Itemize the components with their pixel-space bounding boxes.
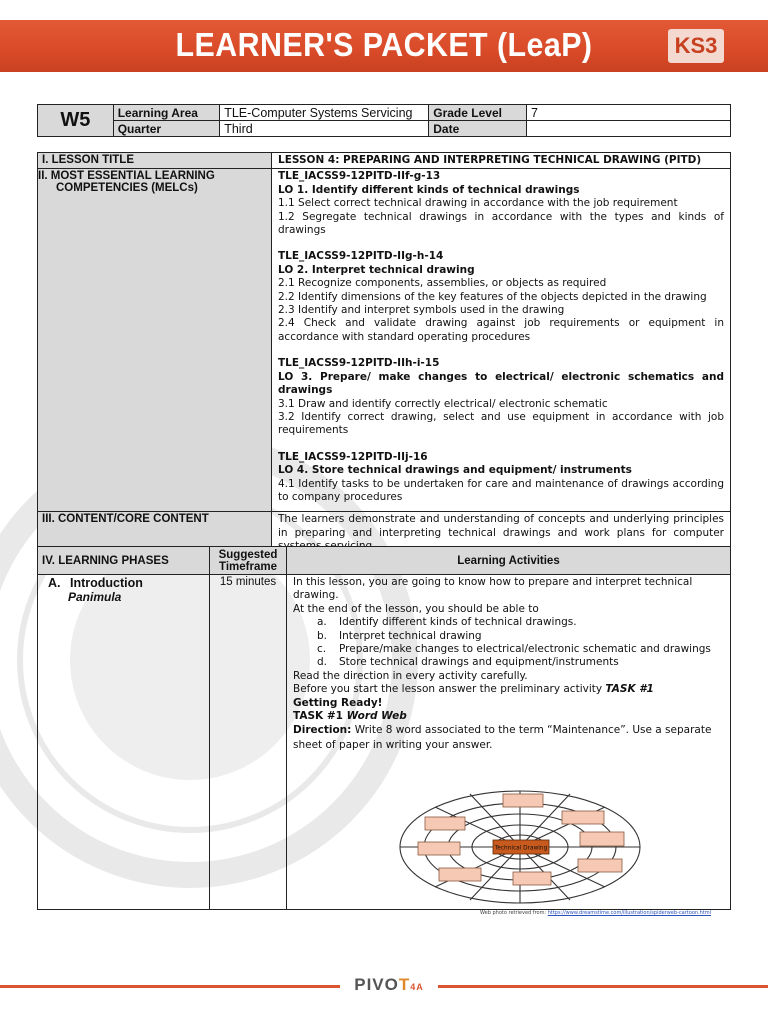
- lesson-title-value: LESSON 4: PREPARING AND INTERPRETING TECHNICAL DRAWING (PITD): [278, 154, 702, 166]
- answer-box: [578, 859, 622, 872]
- activities-column-header: Learning Activities: [457, 554, 560, 567]
- phase-title: Introduction: [70, 576, 143, 590]
- melc-lo: LO 1. Identify different kinds of technical drawings: [278, 183, 580, 196]
- image-credit: Web photo retrieved from: https://www.dreamstime.com/illustration/spiderweb-cartoon.html: [480, 910, 712, 916]
- melc-item: 4.1 Identify tasks to be undertaken for care and maintenance of drawings according to company procedures: [278, 477, 724, 503]
- answer-box: [580, 832, 624, 846]
- credit-link[interactable]: https://www.dreamstime.com/illustration/spiderweb-cartoon.html: [547, 910, 712, 916]
- answer-box: [418, 842, 460, 855]
- grade-level-value: 7: [526, 105, 730, 121]
- melc-code: TLE_IACSS9-12PITD-IIf-g-13: [278, 170, 441, 183]
- melc-item: 2.1 Recognize components, assemblies, or objects as required: [278, 277, 607, 290]
- footer-line-right: [438, 985, 768, 988]
- intro-paragraph: In this lesson, you are going to know how to prepare and interpret technical drawing.: [293, 576, 693, 602]
- content-label: III. CONTENT/CORE CONTENT: [38, 512, 272, 554]
- answer-box: [503, 794, 543, 807]
- melc-lo: LO 3. Prepare/ make changes to electrical/ electronic schematics and drawings: [278, 370, 724, 397]
- phase-column-header: IV. LEARNING PHASES: [38, 547, 210, 574]
- melc-code: TLE_IACSS9-12PITD-IIh-i-15: [278, 357, 440, 370]
- list-item: d. Store technical drawings and equipment/instruments: [317, 656, 619, 669]
- header-info-table: [37, 104, 731, 137]
- spider-web-diagram: [395, 788, 645, 906]
- melc-item: 1.1 Select correct technical drawing in accordance with the job requirement: [278, 197, 678, 210]
- melc-item: 3.2 Identify correct drawing, select and use equipment in accordance with job requirements: [278, 410, 724, 437]
- date-label: Date: [429, 121, 527, 137]
- introduction-phase: [38, 575, 210, 909]
- introduction-row: [38, 575, 730, 909]
- week-label: W5: [38, 105, 114, 137]
- footer-line-left: [0, 985, 340, 988]
- melc-label: II. MOST ESSENTIAL LEARNING COMPETENCIES (MELCs): [38, 169, 272, 511]
- intro-paragraph: At the end of the lesson, you should be able to: [293, 602, 539, 615]
- task-heading: TASK #1 Word Web: [293, 710, 407, 723]
- direction-text: Direction: Write 8 word associated to the term “Maintenance”. Use a separate sheet of paper in writing your answer.: [293, 724, 712, 752]
- phase-subtitle: Panimula: [68, 590, 122, 604]
- lesson-title-label: I. LESSON TITLE: [38, 153, 272, 168]
- melc-lo: LO 4. Store technical drawings and equipment/ instruments: [278, 464, 632, 477]
- answer-box: [425, 817, 465, 830]
- page-banner: [0, 20, 768, 72]
- date-value[interactable]: [526, 121, 730, 137]
- list-item: c. Prepare/make changes to electrical/electronic schematic and drawings: [317, 643, 711, 656]
- learning-phases-table: [37, 546, 731, 910]
- melc-item: 3.1 Draw and identify correctly electrical/ electronic schematic: [278, 397, 608, 410]
- list-item: b. Interpret technical drawing: [317, 629, 482, 642]
- introduction-timeframe: 15 minutes: [210, 575, 287, 909]
- answer-box: [562, 811, 604, 824]
- pivot-logo: PIVOT4A: [354, 975, 424, 994]
- objectives-list: [293, 616, 724, 670]
- melc-code: TLE_IACSS9-12PITD-IIj-16: [278, 450, 428, 463]
- phases-header: [38, 547, 730, 575]
- introduction-activities: [287, 575, 730, 909]
- melc-code: TLE_IACSS9-12PITD-IIg-h-14: [278, 250, 444, 263]
- melc-item: 2.4 Check and validate drawing against job requirements or equipment in accordance with standard operating procedures: [278, 317, 724, 343]
- melc-list: [272, 169, 730, 511]
- phase-letter: A.: [48, 576, 61, 590]
- lesson-table: [37, 152, 731, 556]
- melc-item: 2.2 Identify dimensions of the key features of the objects depicted in the drawing: [278, 290, 707, 303]
- learning-area-value: TLE-Computer Systems Servicing: [220, 105, 429, 121]
- getting-ready-heading: Getting Ready!: [293, 696, 383, 709]
- web-center-label: Technical Drawing: [494, 845, 548, 852]
- list-item: a. Identify different kinds of technical drawings.: [317, 616, 577, 629]
- learning-area-label: Learning Area: [113, 105, 220, 121]
- ks3-badge: KS3: [668, 29, 724, 63]
- melc-lo: LO 2. Interpret technical drawing: [278, 263, 475, 276]
- melc-item: 2.3 Identify and interpret symbols used in the drawing: [278, 304, 565, 317]
- content-value: The learners demonstrate and understanding of concepts and underlying principles in preparing and interpreting technical drawings and work plans for computer: [278, 513, 724, 539]
- quarter-value: Third: [220, 121, 429, 137]
- melc-row: [38, 169, 730, 512]
- quarter-label: Quarter: [113, 121, 220, 137]
- answer-box: [439, 868, 481, 881]
- grade-level-label: Grade Level: [429, 105, 527, 121]
- intro-paragraph: Before you start the lesson answer the preliminary activity TASK #1: [293, 683, 654, 696]
- melc-item: 1.2 Segregate technical drawings in accordance with the types and kinds of drawings: [278, 210, 724, 237]
- banner-title: LEARNER'S PACKET (LeaP): [175, 26, 593, 63]
- answer-box: [513, 872, 551, 885]
- intro-paragraph: Read the direction in every activity carefully.: [293, 669, 528, 682]
- lesson-title-row: [38, 153, 730, 169]
- timeframe-column-header: Suggested Timeframe: [210, 547, 287, 574]
